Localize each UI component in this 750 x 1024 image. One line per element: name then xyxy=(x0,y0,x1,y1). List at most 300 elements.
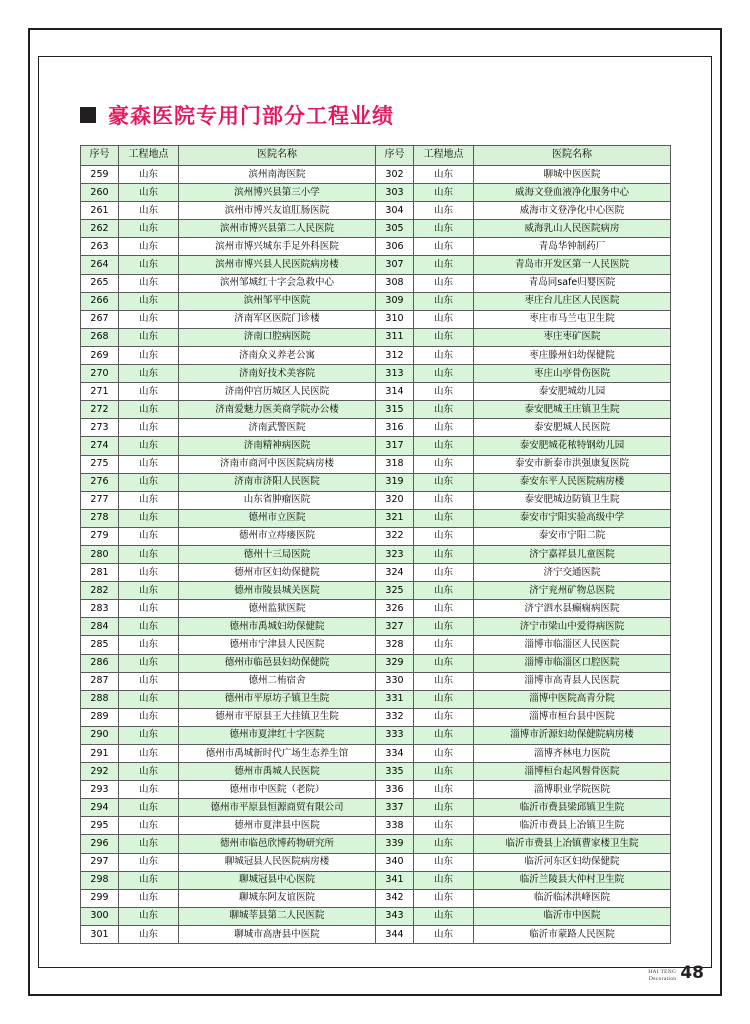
table-row xyxy=(81,256,671,274)
cell-seq-right: 306 xyxy=(376,238,414,256)
cell-location-right: 山东 xyxy=(414,564,474,582)
cell-seq-right: 310 xyxy=(376,310,414,328)
cell-location-right: 山东 xyxy=(414,853,474,871)
cell-location-left: 山东 xyxy=(119,690,179,708)
cell-location-left: 山东 xyxy=(119,835,179,853)
table-row xyxy=(81,907,671,925)
cell-seq-left: 277 xyxy=(81,491,119,509)
cell-hospital-right: 枣庄山亭骨伤医院 xyxy=(474,365,671,383)
cell-location-right: 山东 xyxy=(414,310,474,328)
cell-hospital-right: 枣庄枣矿医院 xyxy=(474,328,671,346)
table-row xyxy=(81,328,671,346)
cell-seq-left: 284 xyxy=(81,618,119,636)
table-row xyxy=(81,726,671,744)
cell-location-left: 山东 xyxy=(119,636,179,654)
column-header-location-left: 工程地点 xyxy=(119,146,179,166)
cell-location-left: 山东 xyxy=(119,473,179,491)
cell-seq-left: 267 xyxy=(81,310,119,328)
cell-hospital-left: 聊城东阿友谊医院 xyxy=(179,889,376,907)
cell-hospital-left: 济南武警医院 xyxy=(179,419,376,437)
cell-hospital-right: 泰安肥城人民医院 xyxy=(474,419,671,437)
cell-location-right: 山东 xyxy=(414,618,474,636)
cell-hospital-right: 青岛市开发区第一人民医院 xyxy=(474,256,671,274)
table-row xyxy=(81,564,671,582)
cell-seq-right: 309 xyxy=(376,292,414,310)
cell-location-right: 山东 xyxy=(414,907,474,925)
cell-location-left: 山东 xyxy=(119,328,179,346)
cell-location-left: 山东 xyxy=(119,310,179,328)
cell-location-right: 山东 xyxy=(414,328,474,346)
cell-hospital-left: 德州市平原县恒源商贸有限公司 xyxy=(179,799,376,817)
cell-hospital-left: 德州市禹城新时代广场生态养生馆 xyxy=(179,745,376,763)
cell-location-left: 山东 xyxy=(119,672,179,690)
cell-location-right: 山东 xyxy=(414,582,474,600)
performance-table xyxy=(80,145,671,944)
cell-hospital-left: 滨州市博兴县人民医院病房楼 xyxy=(179,256,376,274)
cell-seq-left: 278 xyxy=(81,509,119,527)
cell-seq-right: 328 xyxy=(376,636,414,654)
cell-hospital-right: 威海乳山人民医院病房 xyxy=(474,220,671,238)
cell-seq-right: 325 xyxy=(376,582,414,600)
table-row xyxy=(81,401,671,419)
cell-location-left: 山东 xyxy=(119,491,179,509)
cell-hospital-left: 德州市区妇幼保健院 xyxy=(179,564,376,582)
cell-location-left: 山东 xyxy=(119,527,179,545)
column-header-hospital-left: 医院名称 xyxy=(179,146,376,166)
cell-location-right: 山东 xyxy=(414,419,474,437)
cell-hospital-left: 滨州市博兴友谊肛肠医院 xyxy=(179,202,376,220)
cell-seq-left: 272 xyxy=(81,401,119,419)
cell-hospital-left: 济南军区医院门诊楼 xyxy=(179,310,376,328)
cell-location-right: 山东 xyxy=(414,473,474,491)
cell-seq-right: 340 xyxy=(376,853,414,871)
cell-location-left: 山东 xyxy=(119,401,179,419)
cell-location-left: 山东 xyxy=(119,708,179,726)
cell-seq-right: 324 xyxy=(376,564,414,582)
footer-brand-line2: Decoration xyxy=(648,975,677,982)
cell-hospital-left: 济南市济阳人民医院 xyxy=(179,473,376,491)
cell-location-right: 山东 xyxy=(414,799,474,817)
cell-seq-right: 339 xyxy=(376,835,414,853)
cell-seq-left: 261 xyxy=(81,202,119,220)
page-title-text: 豪森医院专用门部分工程业绩 xyxy=(108,104,394,128)
cell-seq-right: 305 xyxy=(376,220,414,238)
cell-hospital-left: 德州市立痔瘘医院 xyxy=(179,527,376,545)
cell-seq-left: 286 xyxy=(81,654,119,672)
table-row xyxy=(81,618,671,636)
table-row xyxy=(81,509,671,527)
cell-seq-left: 287 xyxy=(81,672,119,690)
cell-hospital-left: 聊城冠县人民医院病房楼 xyxy=(179,853,376,871)
cell-seq-left: 268 xyxy=(81,328,119,346)
table-row xyxy=(81,202,671,220)
cell-hospital-left: 滨州市博兴城东手足外科医院 xyxy=(179,238,376,256)
cell-seq-left: 300 xyxy=(81,907,119,925)
cell-seq-right: 323 xyxy=(376,545,414,563)
cell-seq-left: 283 xyxy=(81,600,119,618)
title-bullet-square-icon xyxy=(80,107,96,123)
cell-location-left: 山东 xyxy=(119,184,179,202)
cell-seq-left: 274 xyxy=(81,437,119,455)
cell-location-right: 山东 xyxy=(414,763,474,781)
cell-seq-right: 343 xyxy=(376,907,414,925)
cell-seq-left: 269 xyxy=(81,346,119,364)
cell-hospital-left: 聊城莘县第二人民医院 xyxy=(179,907,376,925)
cell-hospital-left: 德州市临邑欣博药物研究所 xyxy=(179,835,376,853)
cell-seq-left: 294 xyxy=(81,799,119,817)
cell-hospital-right: 泰安肥城幼儿园 xyxy=(474,383,671,401)
cell-seq-left: 270 xyxy=(81,365,119,383)
cell-location-left: 山东 xyxy=(119,925,179,943)
cell-location-right: 山东 xyxy=(414,166,474,184)
cell-seq-right: 329 xyxy=(376,654,414,672)
cell-hospital-right: 济宁交通医院 xyxy=(474,564,671,582)
cell-seq-left: 276 xyxy=(81,473,119,491)
cell-location-right: 山东 xyxy=(414,781,474,799)
cell-hospital-right: 聊城中医医院 xyxy=(474,166,671,184)
cell-location-right: 山东 xyxy=(414,600,474,618)
table-row xyxy=(81,853,671,871)
table-header-row xyxy=(81,146,671,166)
cell-seq-left: 265 xyxy=(81,274,119,292)
table-row xyxy=(81,455,671,473)
cell-hospital-left: 德州监狱医院 xyxy=(179,600,376,618)
cell-seq-left: 290 xyxy=(81,726,119,744)
table-row xyxy=(81,763,671,781)
cell-seq-right: 337 xyxy=(376,799,414,817)
table-row xyxy=(81,835,671,853)
cell-location-left: 山东 xyxy=(119,871,179,889)
cell-seq-right: 320 xyxy=(376,491,414,509)
cell-location-left: 山东 xyxy=(119,220,179,238)
cell-seq-right: 307 xyxy=(376,256,414,274)
column-header-seq-left: 序号 xyxy=(81,146,119,166)
cell-hospital-right: 淄博市高青县人民医院 xyxy=(474,672,671,690)
footer-brand-line1: HAI TENG xyxy=(648,969,677,976)
cell-hospital-right: 泰安东平人民医院病房楼 xyxy=(474,473,671,491)
cell-hospital-right: 淄博职业学院医院 xyxy=(474,781,671,799)
cell-seq-left: 291 xyxy=(81,745,119,763)
cell-location-right: 山东 xyxy=(414,383,474,401)
cell-location-right: 山东 xyxy=(414,401,474,419)
cell-hospital-right: 临沂河东区妇幼保健院 xyxy=(474,853,671,871)
cell-seq-left: 293 xyxy=(81,781,119,799)
table-row xyxy=(81,491,671,509)
cell-hospital-left: 济南好技术美容院 xyxy=(179,365,376,383)
cell-location-left: 山东 xyxy=(119,545,179,563)
cell-seq-left: 260 xyxy=(81,184,119,202)
cell-seq-left: 264 xyxy=(81,256,119,274)
table-row xyxy=(81,690,671,708)
page-title xyxy=(80,100,394,130)
performance-table-container xyxy=(80,145,670,944)
table-row xyxy=(81,274,671,292)
cell-seq-right: 342 xyxy=(376,889,414,907)
cell-location-left: 山东 xyxy=(119,166,179,184)
column-header-location-right: 工程地点 xyxy=(414,146,474,166)
cell-seq-right: 317 xyxy=(376,437,414,455)
table-row xyxy=(81,527,671,545)
cell-location-left: 山东 xyxy=(119,600,179,618)
cell-hospital-left: 济南精神病医院 xyxy=(179,437,376,455)
cell-location-right: 山东 xyxy=(414,925,474,943)
cell-location-left: 山东 xyxy=(119,763,179,781)
cell-seq-right: 303 xyxy=(376,184,414,202)
cell-hospital-right: 泰安市宁阳实验高级中学 xyxy=(474,509,671,527)
cell-location-right: 山东 xyxy=(414,220,474,238)
cell-seq-right: 322 xyxy=(376,527,414,545)
table-row xyxy=(81,708,671,726)
cell-seq-right: 316 xyxy=(376,419,414,437)
cell-location-right: 山东 xyxy=(414,654,474,672)
cell-location-right: 山东 xyxy=(414,527,474,545)
cell-location-left: 山东 xyxy=(119,907,179,925)
cell-hospital-left: 德州市夏津红十字医院 xyxy=(179,726,376,744)
cell-location-left: 山东 xyxy=(119,853,179,871)
table-row xyxy=(81,292,671,310)
cell-location-right: 山东 xyxy=(414,817,474,835)
cell-seq-left: 296 xyxy=(81,835,119,853)
cell-hospital-left: 德州市立医院 xyxy=(179,509,376,527)
cell-location-left: 山东 xyxy=(119,346,179,364)
cell-location-right: 山东 xyxy=(414,256,474,274)
table-row xyxy=(81,600,671,618)
table-row xyxy=(81,781,671,799)
cell-seq-left: 282 xyxy=(81,582,119,600)
cell-location-right: 山东 xyxy=(414,346,474,364)
cell-hospital-right: 泰安肥城边防镇卫生院 xyxy=(474,491,671,509)
table-row xyxy=(81,925,671,943)
cell-hospital-right: 临沂市费县上冶镇卫生院 xyxy=(474,817,671,835)
cell-location-left: 山东 xyxy=(119,745,179,763)
cell-seq-right: 338 xyxy=(376,817,414,835)
cell-location-left: 山东 xyxy=(119,618,179,636)
cell-hospital-left: 滨州南海医院 xyxy=(179,166,376,184)
cell-seq-left: 262 xyxy=(81,220,119,238)
cell-location-left: 山东 xyxy=(119,889,179,907)
table-row xyxy=(81,365,671,383)
cell-seq-right: 308 xyxy=(376,274,414,292)
cell-location-left: 山东 xyxy=(119,238,179,256)
cell-location-right: 山东 xyxy=(414,636,474,654)
table-row xyxy=(81,220,671,238)
cell-seq-right: 334 xyxy=(376,745,414,763)
cell-location-left: 山东 xyxy=(119,202,179,220)
cell-location-right: 山东 xyxy=(414,455,474,473)
cell-hospital-left: 滨州博兴县第三小学 xyxy=(179,184,376,202)
cell-seq-right: 315 xyxy=(376,401,414,419)
cell-hospital-left: 德州市夏津县中医院 xyxy=(179,817,376,835)
table-row xyxy=(81,817,671,835)
cell-hospital-right: 临沂市费县梁邱镇卫生院 xyxy=(474,799,671,817)
cell-seq-left: 266 xyxy=(81,292,119,310)
table-row xyxy=(81,889,671,907)
cell-hospital-left: 滨州邹平中医院 xyxy=(179,292,376,310)
cell-seq-left: 297 xyxy=(81,853,119,871)
table-row xyxy=(81,310,671,328)
cell-hospital-right: 临沂市中医院 xyxy=(474,907,671,925)
cell-hospital-right: 泰安肥城王庄镇卫生院 xyxy=(474,401,671,419)
cell-location-left: 山东 xyxy=(119,564,179,582)
table-row xyxy=(81,238,671,256)
cell-seq-left: 292 xyxy=(81,763,119,781)
cell-seq-right: 304 xyxy=(376,202,414,220)
cell-location-right: 山东 xyxy=(414,672,474,690)
cell-seq-right: 344 xyxy=(376,925,414,943)
table-row xyxy=(81,636,671,654)
cell-location-right: 山东 xyxy=(414,437,474,455)
cell-seq-right: 314 xyxy=(376,383,414,401)
cell-hospital-left: 聊城冠县中心医院 xyxy=(179,871,376,889)
cell-hospital-left: 济南市商河中医医院病房楼 xyxy=(179,455,376,473)
cell-location-left: 山东 xyxy=(119,781,179,799)
cell-hospital-left: 济南仲宫历城区人民医院 xyxy=(179,383,376,401)
cell-seq-right: 302 xyxy=(376,166,414,184)
cell-seq-right: 311 xyxy=(376,328,414,346)
cell-hospital-left: 德州十三局医院 xyxy=(179,545,376,563)
cell-hospital-right: 泰安肥城花秾特钢幼儿园 xyxy=(474,437,671,455)
cell-location-right: 山东 xyxy=(414,238,474,256)
cell-hospital-left: 德州市宁津县人民医院 xyxy=(179,636,376,654)
cell-hospital-right: 临沂临沭洪峰医院 xyxy=(474,889,671,907)
table-row xyxy=(81,672,671,690)
table-row xyxy=(81,184,671,202)
table-row xyxy=(81,545,671,563)
cell-hospital-right: 济宁泗水县癫痫病医院 xyxy=(474,600,671,618)
cell-seq-left: 301 xyxy=(81,925,119,943)
cell-hospital-right: 淄博市沂源妇幼保健院病房楼 xyxy=(474,726,671,744)
cell-location-left: 山东 xyxy=(119,817,179,835)
table-row xyxy=(81,419,671,437)
cell-hospital-right: 枣庄台儿庄区人民医院 xyxy=(474,292,671,310)
cell-hospital-right: 淄博市临淄区口腔医院 xyxy=(474,654,671,672)
cell-hospital-right: 威海文登血液净化服务中心 xyxy=(474,184,671,202)
cell-hospital-left: 德州市平原县王大挂镇卫生院 xyxy=(179,708,376,726)
cell-location-left: 山东 xyxy=(119,419,179,437)
cell-hospital-right: 威海市文登净化中心医院 xyxy=(474,202,671,220)
cell-location-left: 山东 xyxy=(119,383,179,401)
cell-seq-right: 332 xyxy=(376,708,414,726)
cell-location-left: 山东 xyxy=(119,582,179,600)
cell-location-right: 山东 xyxy=(414,491,474,509)
cell-location-left: 山东 xyxy=(119,437,179,455)
cell-location-right: 山东 xyxy=(414,726,474,744)
cell-seq-left: 289 xyxy=(81,708,119,726)
cell-seq-right: 333 xyxy=(376,726,414,744)
cell-seq-right: 318 xyxy=(376,455,414,473)
cell-seq-left: 281 xyxy=(81,564,119,582)
cell-hospital-right: 临沂市蒙路人民医院 xyxy=(474,925,671,943)
cell-location-right: 山东 xyxy=(414,745,474,763)
cell-seq-right: 326 xyxy=(376,600,414,618)
footer-mark xyxy=(648,965,704,982)
table-row xyxy=(81,166,671,184)
cell-seq-left: 273 xyxy=(81,419,119,437)
cell-hospital-left: 德州市中医院（老院） xyxy=(179,781,376,799)
cell-hospital-right: 枣庄滕州妇幼保健院 xyxy=(474,346,671,364)
column-header-seq-right: 序号 xyxy=(376,146,414,166)
cell-hospital-right: 淄博桓台起风髫骨医院 xyxy=(474,763,671,781)
cell-hospital-right: 枣庄市马兰屯卫生院 xyxy=(474,310,671,328)
table-row xyxy=(81,745,671,763)
cell-location-left: 山东 xyxy=(119,726,179,744)
cell-location-right: 山东 xyxy=(414,509,474,527)
cell-hospital-right: 临沂市费县上冶镇曹家楼卫生院 xyxy=(474,835,671,853)
cell-hospital-right: 临沂兰陵县大仲村卫生院 xyxy=(474,871,671,889)
cell-hospital-left: 德州市禹城人民医院 xyxy=(179,763,376,781)
cell-seq-right: 336 xyxy=(376,781,414,799)
cell-hospital-left: 济南口腔病医院 xyxy=(179,328,376,346)
cell-location-right: 山东 xyxy=(414,871,474,889)
cell-hospital-left: 德州市陵县城关医院 xyxy=(179,582,376,600)
cell-hospital-left: 德州市临邑县妇幼保健院 xyxy=(179,654,376,672)
table-row xyxy=(81,799,671,817)
cell-location-right: 山东 xyxy=(414,835,474,853)
cell-location-left: 山东 xyxy=(119,509,179,527)
cell-seq-left: 275 xyxy=(81,455,119,473)
cell-location-left: 山东 xyxy=(119,455,179,473)
cell-hospital-right: 淄博中医院高青分院 xyxy=(474,690,671,708)
cell-hospital-right: 青岛华钟制药厂 xyxy=(474,238,671,256)
cell-location-left: 山东 xyxy=(119,292,179,310)
cell-seq-left: 271 xyxy=(81,383,119,401)
cell-location-right: 山东 xyxy=(414,889,474,907)
cell-hospital-right: 淄博齐林电力医院 xyxy=(474,745,671,763)
cell-seq-left: 279 xyxy=(81,527,119,545)
cell-hospital-right: 淄博市临淄区人民医院 xyxy=(474,636,671,654)
table-row xyxy=(81,582,671,600)
cell-hospital-right: 淄博市桓台县中医院 xyxy=(474,708,671,726)
cell-location-left: 山东 xyxy=(119,365,179,383)
cell-seq-left: 263 xyxy=(81,238,119,256)
cell-seq-left: 259 xyxy=(81,166,119,184)
cell-location-right: 山东 xyxy=(414,184,474,202)
cell-hospital-left: 滨州市博兴县第二人民医院 xyxy=(179,220,376,238)
cell-seq-left: 299 xyxy=(81,889,119,907)
cell-hospital-left: 德州市平原坊子镇卫生院 xyxy=(179,690,376,708)
cell-hospital-left: 德州市禹城妇幼保健院 xyxy=(179,618,376,636)
table-row xyxy=(81,383,671,401)
cell-seq-right: 321 xyxy=(376,509,414,527)
table-row xyxy=(81,437,671,455)
column-header-hospital-right: 医院名称 xyxy=(474,146,671,166)
cell-seq-right: 327 xyxy=(376,618,414,636)
cell-location-right: 山东 xyxy=(414,365,474,383)
cell-seq-right: 313 xyxy=(376,365,414,383)
cell-hospital-right: 济宁兖州矿物总医院 xyxy=(474,582,671,600)
table-row xyxy=(81,871,671,889)
cell-seq-right: 319 xyxy=(376,473,414,491)
cell-seq-right: 331 xyxy=(376,690,414,708)
cell-location-right: 山东 xyxy=(414,708,474,726)
cell-seq-left: 288 xyxy=(81,690,119,708)
cell-location-right: 山东 xyxy=(414,202,474,220)
cell-location-right: 山东 xyxy=(414,690,474,708)
cell-hospital-right: 青岛同safe归婴医院 xyxy=(474,274,671,292)
cell-hospital-right: 济宁市梁山中爱得病医院 xyxy=(474,618,671,636)
cell-hospital-left: 滨州邹城红十字会急救中心 xyxy=(179,274,376,292)
table-row xyxy=(81,654,671,672)
cell-seq-right: 335 xyxy=(376,763,414,781)
cell-location-left: 山东 xyxy=(119,274,179,292)
footer-brand xyxy=(648,969,676,982)
cell-seq-right: 312 xyxy=(376,346,414,364)
cell-seq-left: 295 xyxy=(81,817,119,835)
cell-seq-right: 330 xyxy=(376,672,414,690)
cell-seq-left: 280 xyxy=(81,545,119,563)
cell-seq-left: 298 xyxy=(81,871,119,889)
cell-hospital-left: 济南爱魅力医美商学院办公楼 xyxy=(179,401,376,419)
